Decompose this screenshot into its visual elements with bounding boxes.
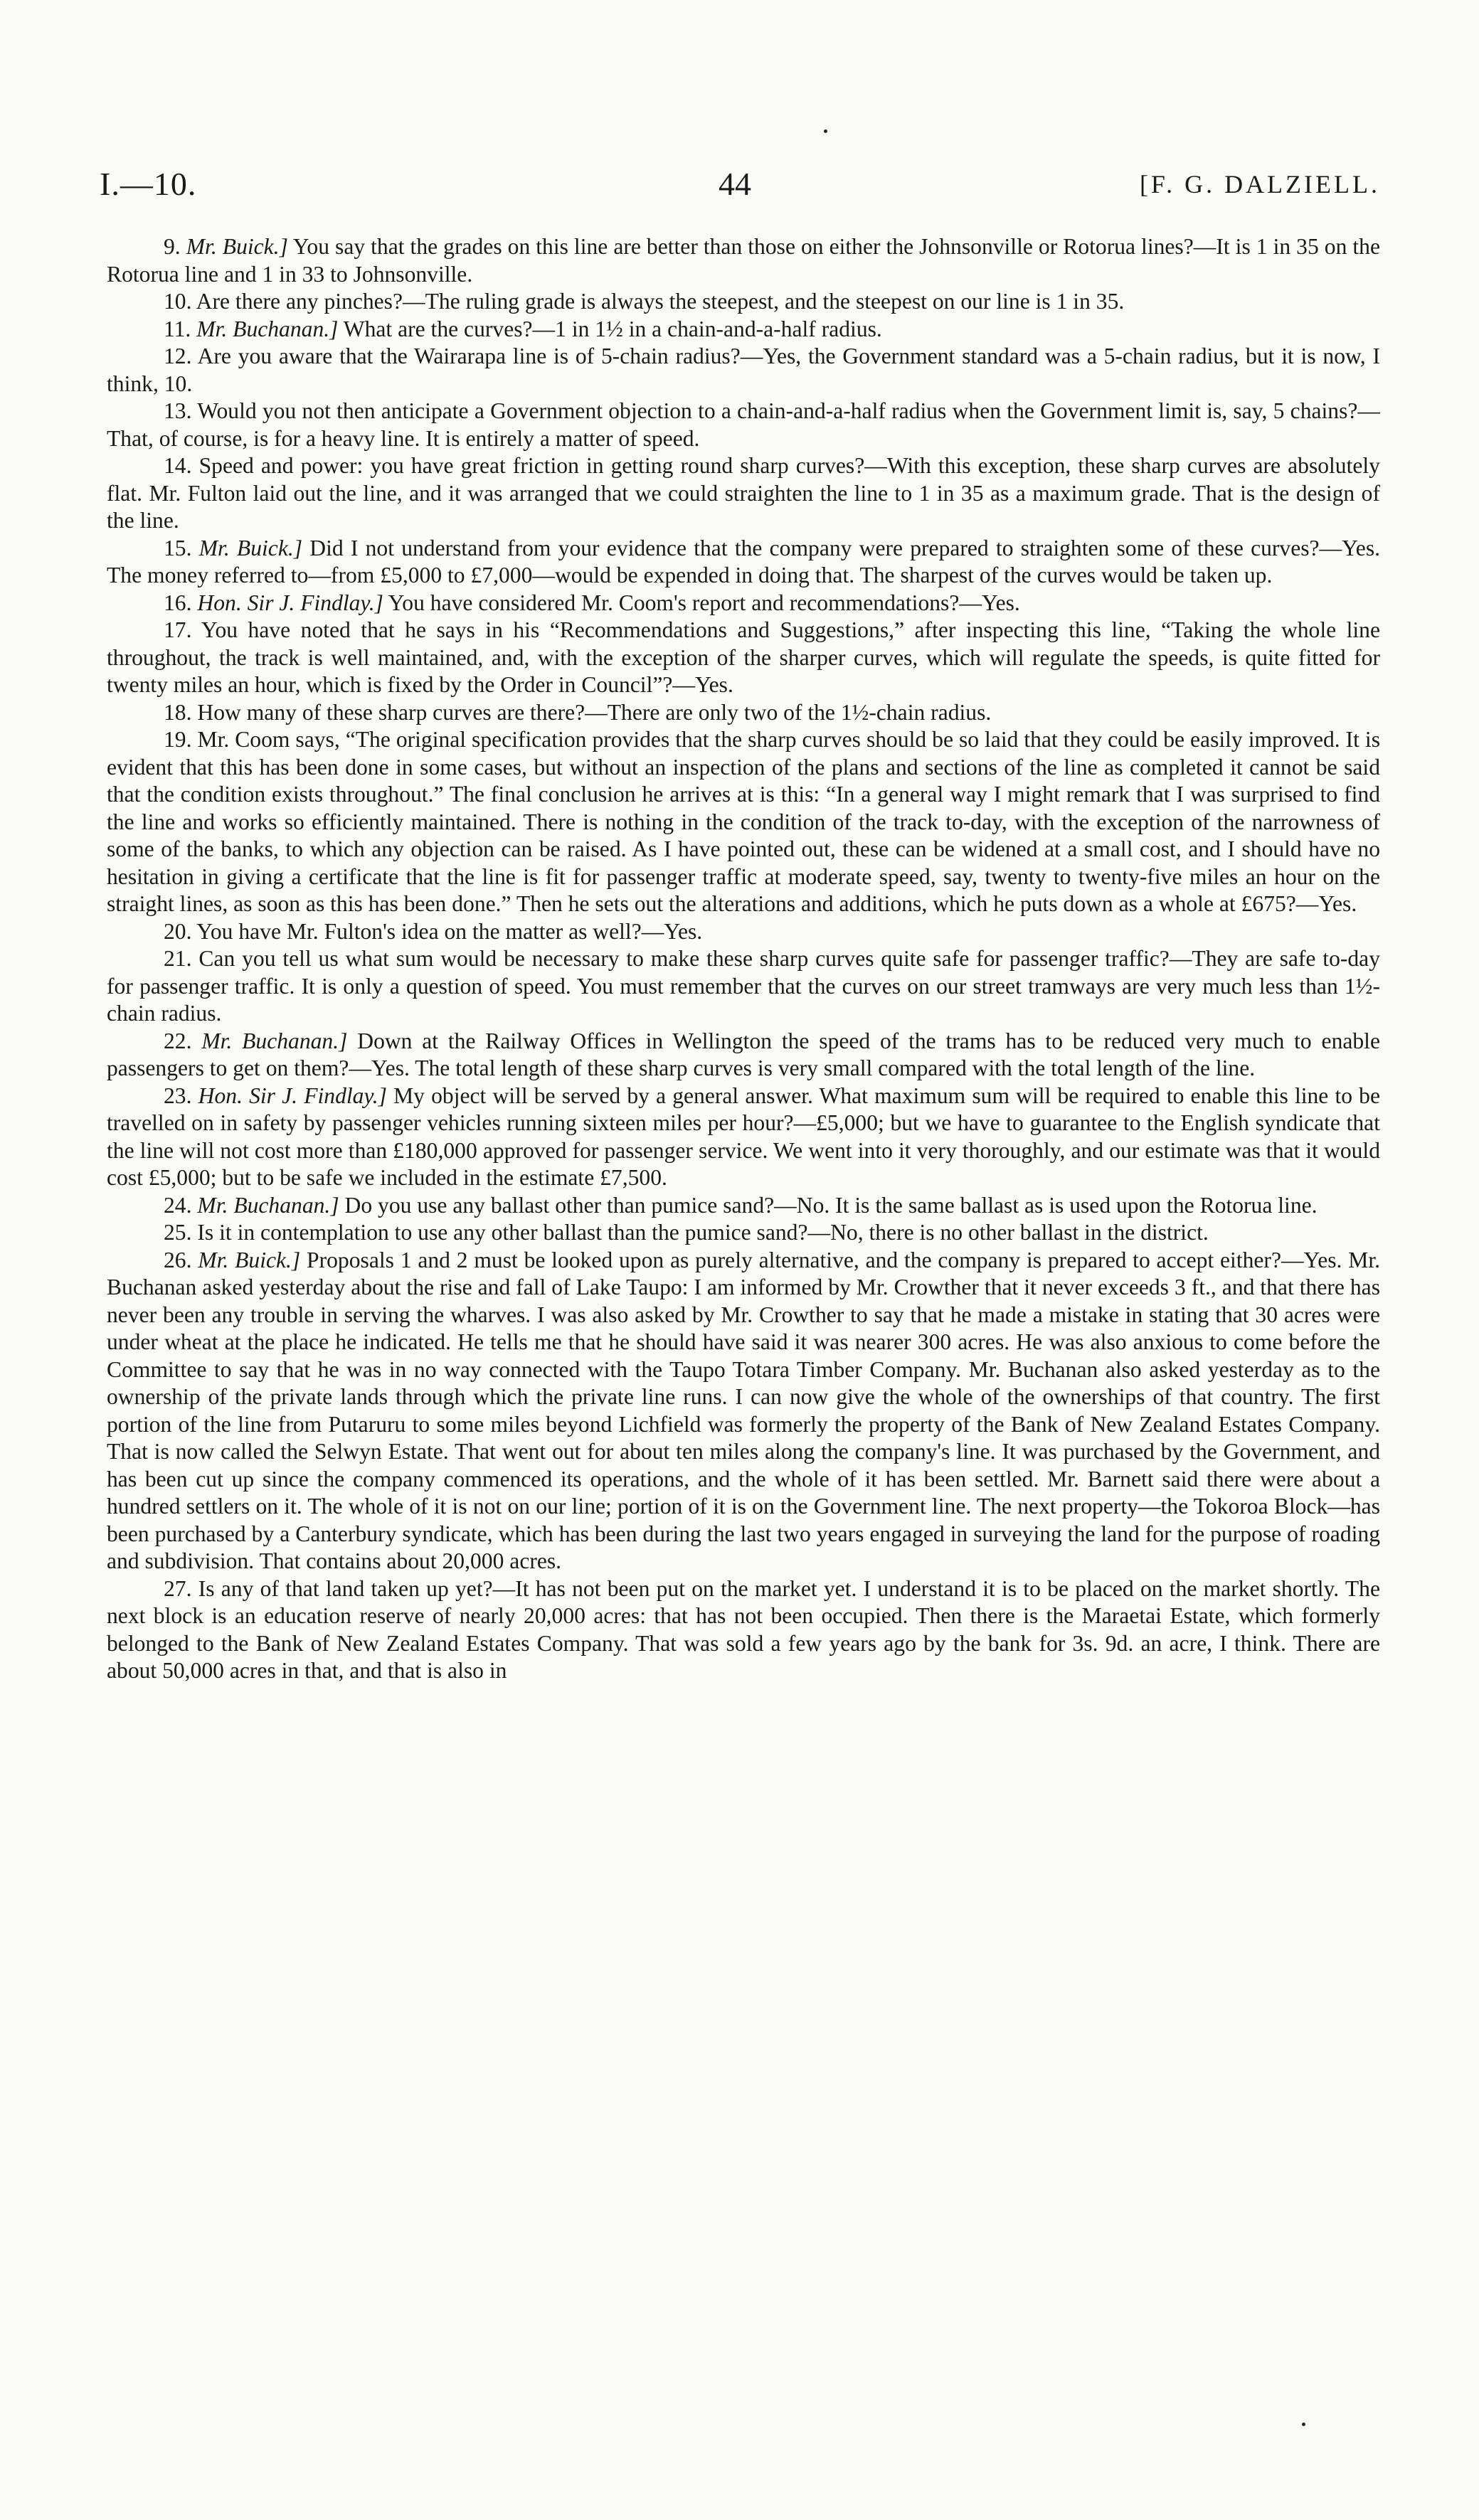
speaker: Mr. Buchanan.] bbox=[197, 1192, 339, 1218]
paragraph-17 bbox=[107, 617, 1380, 699]
paragraph-text: You have considered Mr. Coom's report and recommendations?—Yes. bbox=[388, 590, 1020, 615]
paragraph-18 bbox=[107, 699, 1380, 727]
question-number: 12. bbox=[164, 344, 192, 368]
paragraph-19 bbox=[107, 726, 1380, 918]
question-number: 25. bbox=[164, 1220, 192, 1245]
question-number: 27. bbox=[164, 1575, 192, 1601]
paragraph-20 bbox=[107, 918, 1380, 946]
question-number: 9. bbox=[164, 234, 181, 259]
paragraph-text: Mr. Coom says, “The original specification provides that the sharp curves should be so laid that they could be easily improved. It is evident that this has been done in some cases, but without an inspection of the plans and sections of the line as completed it cannot be said that the condition exists throughout.” The final conclusion he arrives at is this: “In a general way I might remark that I was surprised to find the line and works so efficiently maintained. There is nothing in the condition of the track to-day, with the exception of the narrowness of some of the banks, to which any objection can be raised. As I have pointed out, these can be widened at a small cost, and I should have no hesitation in giving a certificate that the line is fit for passenger traffic at moderate speed, say, twenty to twenty-five miles an hour on the straight lines, as soon as this has been done.” Then he sets out the alterations and additions, which he puts down as a whole at £675?—Yes. bbox=[107, 727, 1380, 916]
evidence-text bbox=[107, 233, 1380, 1685]
question-number: 15. bbox=[164, 535, 192, 560]
speaker: Hon. Sir J. Findlay.] bbox=[197, 590, 383, 615]
question-number: 19. bbox=[164, 727, 192, 752]
paragraph-10 bbox=[107, 288, 1380, 316]
paragraph-text: Can you tell us what sum would be necessary to make these sharp curves quite safe for passenger traffic?—They are safe to-day for passenger traffic. It is only a question of speed. You must remember that the curves on our street tramways are very much less than 1½-chain radius. bbox=[107, 946, 1381, 1026]
scan-speck bbox=[1302, 2423, 1305, 2426]
paragraph-text: My object will be served by a general answer. What maximum sum will be required to enable this line to be travelled on in safety by passenger vehicles running sixteen miles per hour?—£5,000; but we have to guarantee to the English syndicate that the line will not cost more than £180,000 approved for passenger service. We went into it very thoroughly, and our estimate was that it would cost £5,000; but to be safe we included in the estimate £7,500. bbox=[107, 1083, 1380, 1190]
question-number: 13. bbox=[164, 398, 192, 423]
speaker: Mr. Buick.] bbox=[198, 535, 303, 560]
paragraph-text: Would you not then anticipate a Government objection to a chain-and-a-half radius when the Government limit is, say, 5 chains?—That, of course, is for a heavy line. It is entirely a matter of speed. bbox=[107, 398, 1381, 451]
paragraph-27 bbox=[107, 1575, 1380, 1685]
paragraph-text: How many of these sharp curves are there?—There are only two of the 1½-chain radius. bbox=[197, 699, 992, 725]
speaker: Mr. Buick.] bbox=[186, 234, 288, 259]
question-number: 22. bbox=[164, 1028, 192, 1053]
question-number: 10. bbox=[164, 289, 192, 314]
paragraph-13 bbox=[107, 398, 1380, 452]
question-number: 23. bbox=[164, 1083, 192, 1108]
paragraph-9 bbox=[107, 233, 1380, 288]
paragraph-23 bbox=[107, 1083, 1380, 1192]
speaker: Mr. Buick.] bbox=[198, 1247, 301, 1272]
paragraph-text: Are you aware that the Wairarapa line is of 5-chain radius?—Yes, the Government standard was a 5-chain radius, but it is now, I think, 10. bbox=[107, 344, 1380, 396]
paragraph-text: Are there any pinches?—The ruling grade is always the steepest, and the steepest on our line is 1 in 35. bbox=[196, 289, 1125, 314]
question-number: 14. bbox=[164, 453, 192, 478]
witness-name: [F. G. DALZIELL. bbox=[1139, 170, 1380, 198]
paragraph-16 bbox=[107, 590, 1380, 617]
paragraph-text: Down at the Railway Offices in Wellington the speed of the trams has to be reduced very much to enable passengers to get on them?—Yes. The total length of these sharp curves is very small compared with the total length of the line. bbox=[107, 1028, 1380, 1080]
question-number: 21. bbox=[164, 946, 192, 971]
paragraph-text: What are the curves?—1 in 1½ in a chain-and-a-half radius. bbox=[343, 316, 882, 341]
question-number: 17. bbox=[164, 617, 192, 642]
paragraph-15 bbox=[107, 535, 1380, 590]
speaker: Mr. Buchanan.] bbox=[201, 1028, 348, 1053]
paragraph-text: Is it in contemplation to use any other ballast than the pumice sand?—No, there is no other ballast in the district. bbox=[197, 1220, 1209, 1245]
question-number: 20. bbox=[164, 918, 192, 944]
paragraph-26 bbox=[107, 1247, 1380, 1575]
paragraph-text: Did I not understand from your evidence that the company were prepared to straighten some of these curves?—Yes. The money referred to—from £5,000 to £7,000—would be expended in doing that. The sharpest of the curves would be taken up. bbox=[107, 535, 1381, 588]
question-number: 24. bbox=[164, 1192, 192, 1218]
paragraph-25 bbox=[107, 1219, 1380, 1247]
speaker: Hon. Sir J. Findlay.] bbox=[198, 1083, 387, 1108]
paragraph-text: Speed and power: you have great friction in getting round sharp curves?—With this exception, these sharp curves are absolutely flat. Mr. Fulton laid out the line, and it was arranged that we could straighten the line to 1 in 35 as a maximum grade. That is the design of the line. bbox=[107, 453, 1380, 533]
paragraph-24 bbox=[107, 1192, 1380, 1220]
paragraph-text: You have Mr. Fulton's idea on the matter as well?—Yes. bbox=[196, 918, 703, 944]
speaker: Mr. Buchanan.] bbox=[196, 316, 339, 341]
paragraph-11 bbox=[107, 316, 1380, 344]
paragraph-21 bbox=[107, 945, 1380, 1028]
page-number: 44 bbox=[719, 166, 751, 202]
scan-speck bbox=[824, 129, 827, 133]
paragraph-14 bbox=[107, 452, 1380, 535]
paragraph-text: Do you use any ballast other than pumice sand?—No. It is the same ballast as is used upon the Rotorua line. bbox=[344, 1192, 1318, 1218]
paragraph-text: You have noted that he says in his “Recommendations and Suggestions,” after inspecting this line, “Taking the whole line throughout, the track is well maintained, and, with the exception of the sharper curves, which will regulate the speeds, is quite fitted for twenty miles an hour, which is fixed by the Order in Council”?—Yes. bbox=[107, 617, 1380, 697]
page-header bbox=[100, 165, 1380, 208]
question-number: 11. bbox=[164, 316, 191, 341]
question-number: 18. bbox=[164, 699, 192, 725]
paragraph-12 bbox=[107, 343, 1380, 398]
question-number: 16. bbox=[164, 590, 192, 615]
document-reference: I.—10. bbox=[100, 166, 197, 202]
question-number: 26. bbox=[164, 1247, 192, 1272]
paragraph-text: Proposals 1 and 2 must be looked upon as purely alternative, and the company is prepared to accept either?—Yes. Mr. Buchanan asked yesterday about the rise and fall of Lake Taupo: I am informed by Mr. Crowther that it never exceeds 3 ft., and that there has never been any trouble in serving the wharves. I was also asked by Mr. Crowther to say that he made a mistake in stating that 30 acres were under wheat at the place he indicated. He tells me that he should have said it was nearer 300 acres. He was also anxious to come before the Committee to say that he was in no way connected with the Taupo Totara Timber Company. Mr. Buchanan also asked yesterday as to the ownership of the private lands through which the private line runs. I can now give the whole of the ownerships of that country. The first portion of the line from Putaruru to some miles beyond Lichfield was formerly the property of the Bank of New Zealand Estates Company. That is now called the Selwyn Estate. That went out for about ten miles along the company's line. It was purchased by the Government, and has been cut up since the company commenced its operations, and the whole of it has been settled. Mr. Barnett said there were about a hundred settlers on it. The whole of it is not on our line; portion of it is on the Government line. The next property—the Tokoroa Block—has been purchased by a Canterbury syndicate, which has been during the last two years engaged in surveying the land for the purpose of roading and subdivision. That contains about 20,000 acres. bbox=[107, 1247, 1380, 1573]
paragraph-text: You say that the grades on this line are better than those on either the Johnsonville or Rotorua lines?—It is 1 in 35 on the Rotorua line and 1 in 33 to Johnsonville. bbox=[107, 234, 1381, 287]
paragraph-22 bbox=[107, 1028, 1380, 1083]
paragraph-text: Is any of that land taken up yet?—It has not been put on the market yet. I understand it is to be placed on the market shortly. The next block is an education reserve of nearly 20,000 acres: that has not been occupied. Then there is the Maraetai Estate, which formerly belonged to the Bank of New Zealand Estates Company. That was sold a few years ago by the bank for 3s. 9d. an acre, I think. There are about 50,000 acres in that, and that is also in bbox=[107, 1575, 1380, 1683]
